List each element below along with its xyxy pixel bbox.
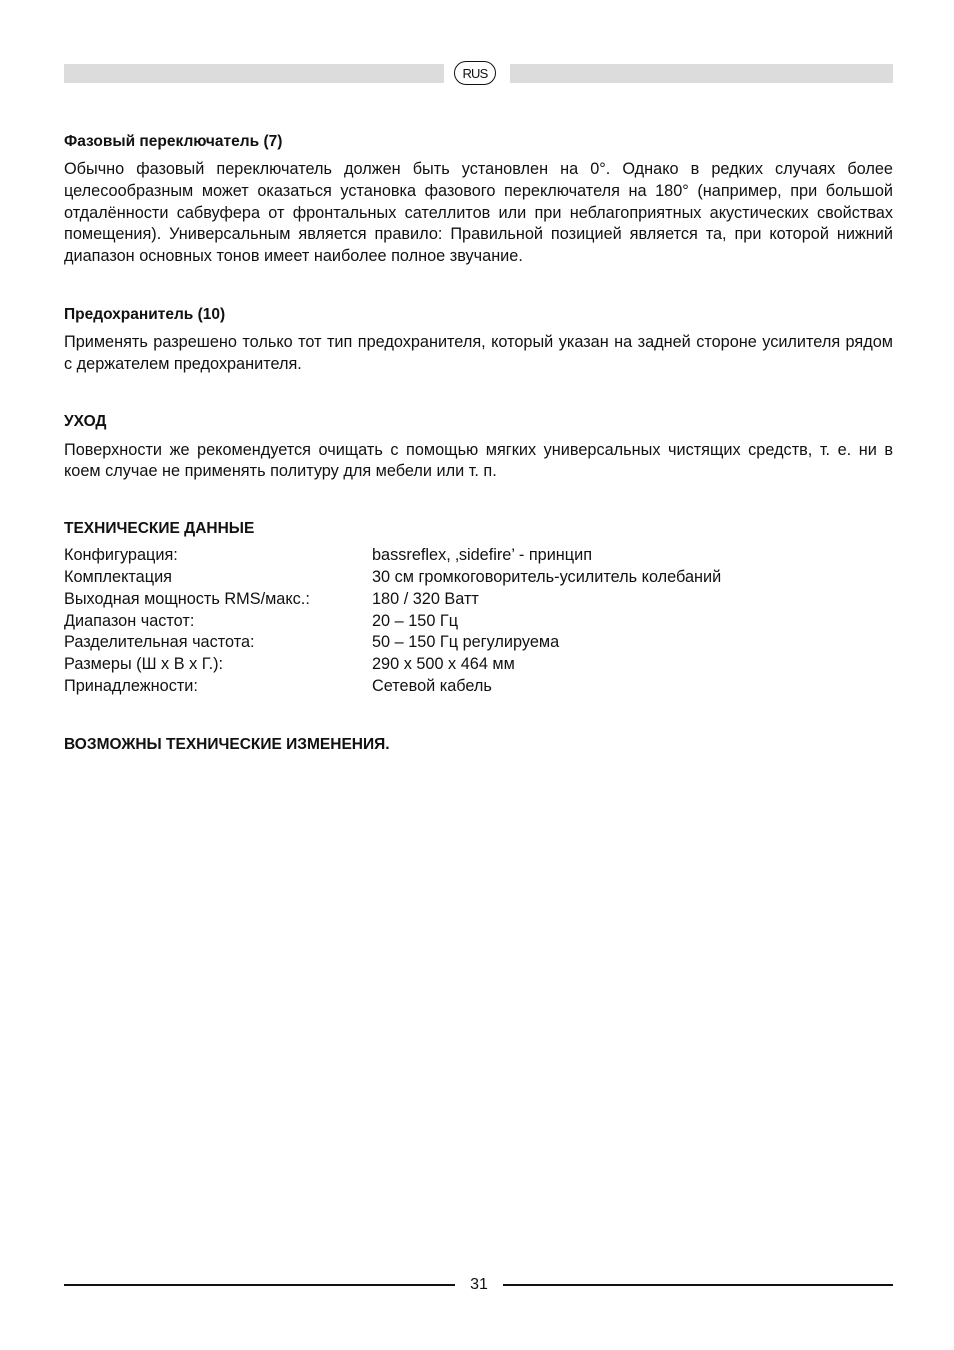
section-title: Предохранитель (10): [64, 305, 226, 323]
spec-table: [64, 545, 893, 698]
spec-value: 50 – 150 Гц регулируема: [372, 633, 560, 652]
section-phase-switch: [64, 131, 893, 268]
spec-label: Комплектация: [64, 567, 172, 586]
spec-row: [64, 654, 893, 676]
spec-row: [64, 676, 893, 698]
section-text: Обычно фазовый переключатель должен быть установлен на 0°. Однако в редких случаях более целесообразным может оказаться установка фазового переключателя на 180° (например, при большой отдалённости сабвуфера от фронтальных сателлитов или при неблагоприятных акустических свойствах помещения). Универсальным является правило: Правильной позицией является та, при которой нижний диапазон основных тонов имеет наиболее полное звучание.: [64, 160, 893, 266]
footer-line-right: [503, 1284, 893, 1286]
spec-label: Размеры (Ш x В x Г.):: [64, 655, 224, 674]
page-number: 31: [470, 1276, 488, 1293]
section-text: Применять разрешено только тот тип предохранителя, который указан на задней стороне усилителя рядом с держателем предохранителя.: [64, 332, 893, 373]
section-title: ТЕХНИЧЕСКИЕ ДАННЫЕ: [64, 520, 255, 538]
section-title: Фазовый переключатель (7): [64, 133, 283, 150]
spec-value: 290 x 500 x 464 мм: [372, 655, 515, 674]
spec-label: Разделительная частота:: [64, 633, 255, 652]
spec-row: [64, 545, 893, 567]
section-title: УХОД: [64, 412, 107, 430]
header-bar-right: [510, 64, 893, 83]
footer-line-left: [64, 1284, 455, 1286]
spec-value: bassreflex, ‚sidefire’ - принцип: [372, 546, 593, 565]
spec-row: [64, 567, 893, 589]
spec-value: 180 / 320 Ватт: [372, 589, 479, 608]
section-text: Поверхности же рекомендуется очищать с помощью мягких универсальных чистящих средств, т. е. ни в коем случае не применять политуру для мебели или т. п.: [64, 440, 893, 481]
technical-changes-note: ВОЗМОЖНЫ ТЕХНИЧЕСКИЕ ИЗМЕНЕНИЯ.: [64, 735, 390, 753]
spec-row: [64, 632, 893, 654]
page-content: [64, 131, 893, 761]
spec-value: Сетевой кабель: [372, 676, 492, 695]
section-technical-data: [64, 518, 893, 756]
language-badge: RUS: [454, 61, 496, 85]
section-fuse: [64, 304, 893, 376]
spec-row: [64, 589, 893, 611]
spec-value: 20 – 150 Гц: [372, 611, 459, 630]
spec-label: Диапазон частот:: [64, 611, 195, 630]
header-bar-left: [64, 64, 444, 83]
spec-row: [64, 611, 893, 633]
section-care: [64, 411, 893, 484]
spec-label: Принадлежности:: [64, 676, 198, 695]
spec-label: Выходная мощность RMS/макс.:: [64, 589, 310, 608]
spec-value: 30 см громкоговоритель-усилитель колебаний: [372, 567, 722, 586]
spec-label: Конфигурация:: [64, 546, 178, 565]
